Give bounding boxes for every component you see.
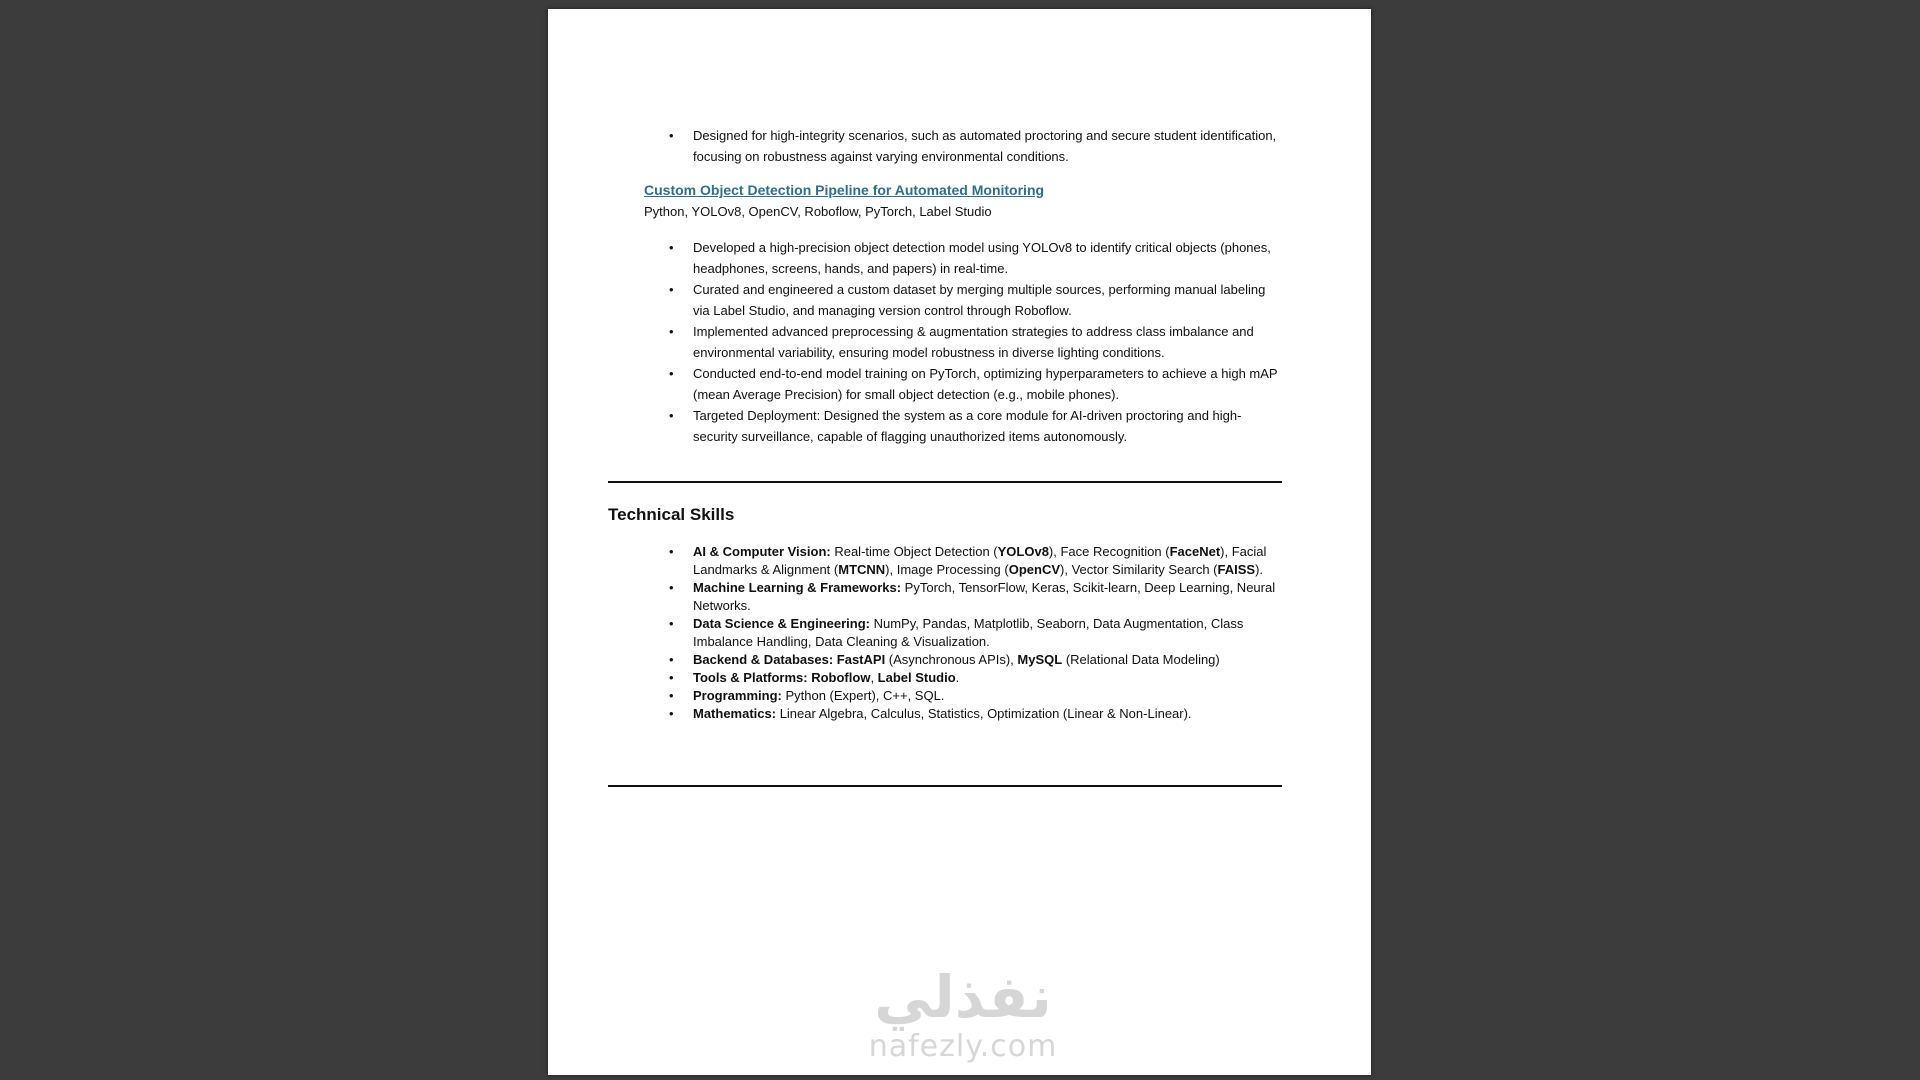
- skill-label: Data Science & Engineering:: [693, 616, 870, 631]
- previous-project-bullets: [608, 125, 1282, 167]
- project-tech-stack: Python, YOLOv8, OpenCV, Roboflow, PyTorch, Label Studio: [644, 204, 992, 219]
- skill-highlight: OpenCV: [1008, 562, 1061, 577]
- section-title-technical-skills: Technical Skills: [608, 505, 735, 524]
- skill-label: Tools & Platforms:: [693, 670, 808, 685]
- skill-item-backend: [608, 651, 1282, 669]
- list-item: • Designed for high-integrity scenarios, such as automated proctoring and secure student identification, focusing on robustness against varying environmental conditions.: [608, 125, 1282, 167]
- list-item: • Conducted end-to-end model training on PyTorch, optimizing hyperparameters to achieve a high mAP (mean Average Precision) for small object detection (e.g., mobile phones).: [608, 363, 1282, 405]
- skill-text: Real-time Object Detection (: [830, 544, 998, 559]
- list-item: • Developed a high-precision object detection model using YOLOv8 to identify critical objects (phones, headphones, screens, hands, and papers) in real-time.: [608, 237, 1282, 279]
- skill-highlight: FaceNet: [1169, 544, 1221, 559]
- skill-text: ), Face Recognition (: [1048, 544, 1170, 559]
- skill-text: ).: [1255, 562, 1264, 577]
- skill-text: NumPy, Pandas, Matplotlib, Seaborn, Data Augmentation, Class Imbalance Handling, Data Cleaning & Visualization.: [693, 616, 1244, 649]
- document-page: [548, 9, 1371, 1075]
- skill-label: AI & Computer Vision:: [693, 544, 831, 559]
- skills-list: [608, 543, 1282, 723]
- skill-text: .: [955, 670, 960, 685]
- skill-highlight: Label Studio: [877, 670, 956, 685]
- skill-highlight: FAISS: [1217, 562, 1256, 577]
- skill-highlight: MySQL: [1017, 652, 1063, 667]
- list-item: • Implemented advanced preprocessing & augmentation strategies to address class imbalance and environmental variability, ensuring model robustness in diverse lighting conditions.: [608, 321, 1282, 363]
- watermark-latin: nafezly.com: [868, 1029, 1058, 1064]
- skill-label: Programming:: [693, 688, 782, 703]
- skill-highlight: FastAPI: [833, 652, 886, 667]
- skill-text: ), Vector Similarity Search (: [1060, 562, 1218, 577]
- skill-text: PyTorch, TensorFlow, Keras, Scikit-learn, Deep Learning, Neural Networks.: [693, 580, 1276, 613]
- section-divider: [608, 481, 1282, 483]
- skill-text: ), Facial Landmarks & Alignment (: [693, 544, 1267, 577]
- skill-item-ml: [608, 579, 1282, 615]
- list-item: • Targeted Deployment: Designed the system as a core module for AI-driven proctoring and high-security surveillance, capable of flagging unauthorized items autonomously.: [608, 405, 1282, 447]
- skill-highlight: MTCNN: [838, 562, 886, 577]
- project-title-link[interactable]: Custom Object Detection Pipeline for Automated Monitoring: [644, 182, 1045, 198]
- list-item: • Curated and engineered a custom dataset by merging multiple sources, performing manual labeling via Label Studio, and managing version control through Roboflow.: [608, 279, 1282, 321]
- watermark-arabic: نفذلي: [874, 963, 1052, 1031]
- skill-highlight: Roboflow: [807, 670, 871, 685]
- skill-item-ai: [608, 543, 1282, 579]
- skill-text: (Relational Data Modeling): [1062, 652, 1220, 667]
- section-divider: [608, 785, 1282, 787]
- skill-text: ), Image Processing (: [885, 562, 1009, 577]
- skill-highlight: YOLOv8: [997, 544, 1049, 559]
- skill-text: Python (Expert), C++, SQL.: [781, 688, 945, 703]
- skill-text: Linear Algebra, Calculus, Statistics, Optimization (Linear & Non-Linear).: [776, 706, 1192, 721]
- watermark-logo: [848, 964, 1078, 1064]
- project-bullets: [608, 237, 1282, 447]
- skill-item-programming: [608, 687, 1282, 705]
- skill-label: Backend & Databases:: [693, 652, 834, 667]
- skill-item-tools: [608, 669, 1282, 687]
- skill-label: Mathematics:: [693, 706, 777, 721]
- skill-text: (Asynchronous APIs),: [885, 652, 1018, 667]
- skill-label: Machine Learning & Frameworks:: [693, 580, 902, 595]
- skill-item-data-science: [608, 615, 1282, 651]
- skill-text: ,: [870, 670, 878, 685]
- skill-item-mathematics: [608, 705, 1282, 723]
